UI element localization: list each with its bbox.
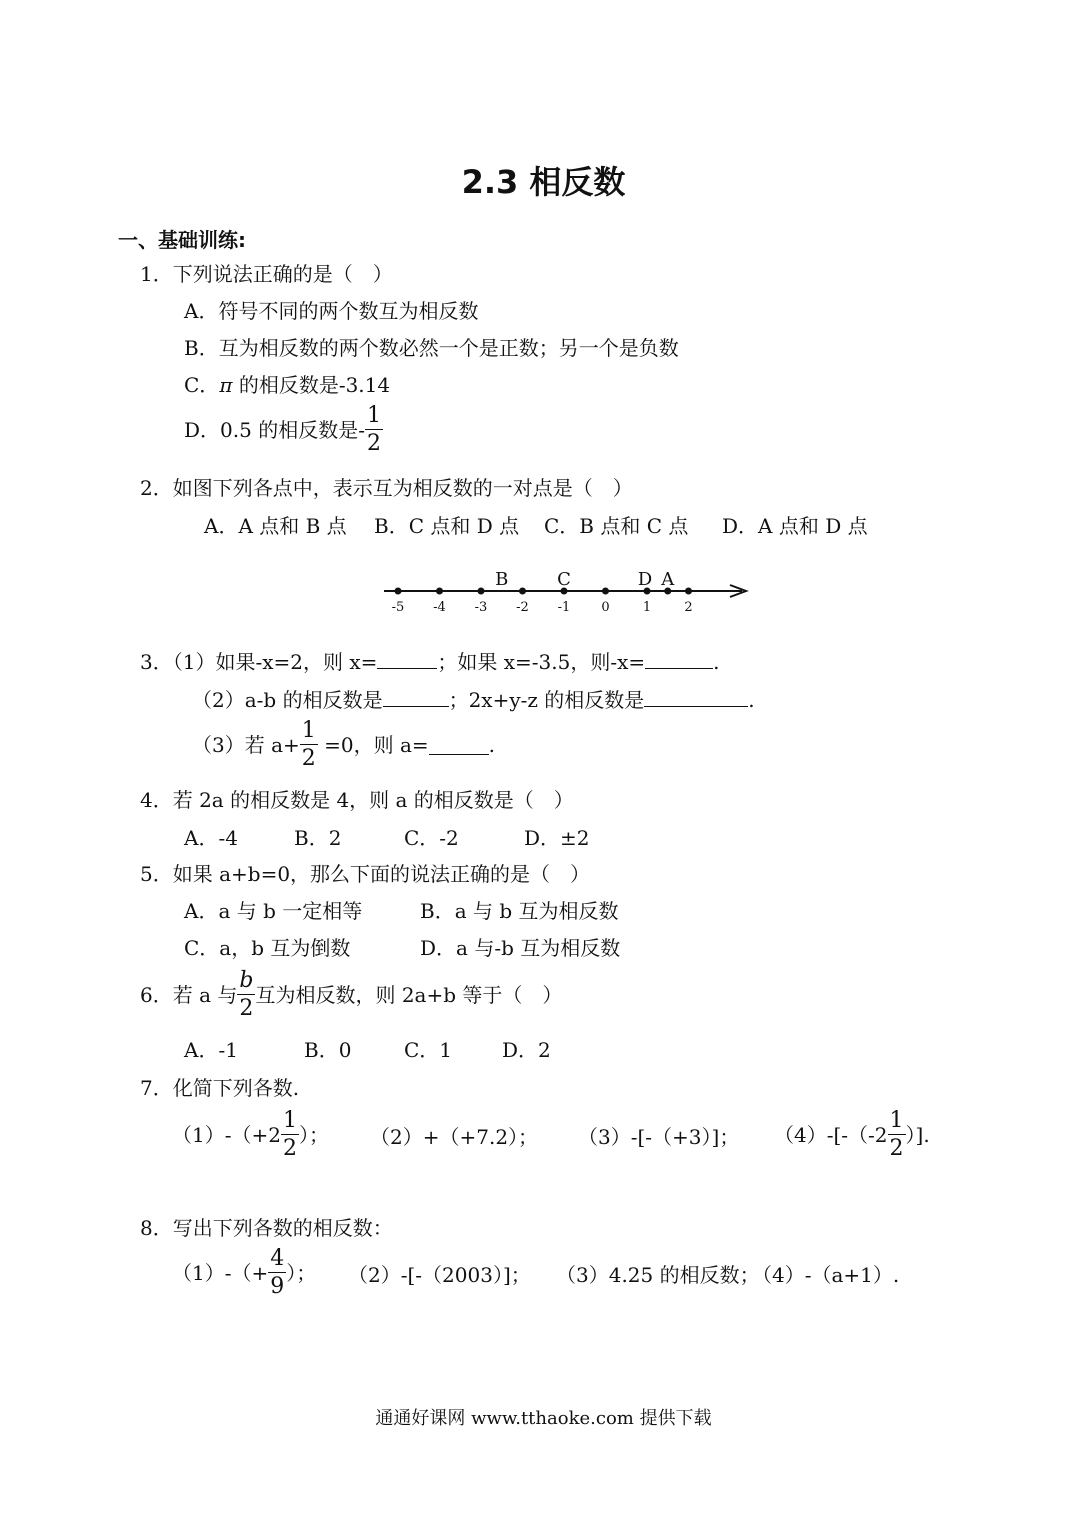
answer-blank[interactable] — [383, 688, 449, 707]
period: . — [748, 688, 755, 712]
tick-label: -5 — [391, 600, 405, 615]
q2-option-b: B．C 点和 D 点 — [374, 514, 520, 538]
q2-stem: 2．如图下列各点中，表示互为相反数的一对点是（ ） — [140, 476, 633, 500]
q5-option-c: C．a，b 互为倒数 — [184, 936, 351, 960]
q4-option-b: B．2 — [294, 826, 342, 850]
fraction-numerator: 1 — [282, 1108, 297, 1133]
q7-part1 — [172, 1110, 329, 1160]
q7-part4 — [774, 1110, 930, 1160]
answer-blank[interactable] — [377, 650, 437, 669]
q1-option-a: A．符号不同的两个数互为相反数 — [184, 299, 479, 323]
period: . — [488, 733, 496, 757]
q4-option-d: D．±2 — [524, 826, 590, 850]
q2-option-c: C．B 点和 C 点 — [544, 514, 689, 538]
number-line-dot — [395, 588, 402, 595]
tick-label: -1 — [557, 600, 571, 615]
q8-stem: 8．写出下列各数的相反数： — [140, 1216, 393, 1240]
q6-option-d: D．2 — [502, 1038, 551, 1062]
q1-option-b: B．互为相反数的两个数必然一个是正数；另一个是负数 — [184, 336, 679, 360]
q3-3-text-a: （3）若 a+ — [192, 733, 300, 757]
pi-symbol: π — [219, 373, 233, 397]
q7-stem: 7．化简下列各数. — [140, 1076, 300, 1100]
q7-part3: （3）-[-（+3）]； — [578, 1125, 740, 1149]
footer-credit: 通通好课网 www.tthaoke.com 提供下载 — [375, 1408, 712, 1429]
fraction-denominator: 2 — [301, 746, 316, 771]
q6-text-b: 互为相反数，则 2a+b 等于（ ） — [255, 983, 563, 1007]
q4-option-c: C．-2 — [404, 826, 459, 850]
q8-1-text-a: （1）-（+ — [172, 1261, 269, 1285]
fraction-denominator: 2 — [282, 1136, 297, 1161]
page-title: 2.3 相反数 — [461, 163, 626, 201]
q8-part2: （2）-[-（2003）]； — [348, 1263, 531, 1287]
answer-blank[interactable] — [644, 688, 748, 707]
q1-stem: 1．下列说法正确的是（ ） — [140, 262, 393, 286]
q3-1-text-b: ；如果 x=-3.5，则-x= — [437, 650, 646, 674]
answer-blank[interactable] — [645, 650, 713, 669]
q5-option-b: B．a 与 b 互为相反数 — [420, 899, 619, 923]
q4-stem: 4．若 2a 的相反数是 4，则 a 的相反数是（ ） — [140, 788, 574, 812]
point-label-b: B — [495, 569, 509, 590]
number-line-dot — [436, 588, 443, 595]
fraction-denominator: 2 — [889, 1136, 904, 1161]
q5-stem: 5．如果 a+b=0，那么下面的说法正确的是（ ） — [140, 862, 591, 886]
fraction-numerator: 4 — [270, 1246, 285, 1271]
q7-1-text-b: ）； — [298, 1123, 329, 1147]
q8-part3: （3）4.25 的相反数； — [556, 1263, 760, 1287]
q8-part1 — [172, 1248, 316, 1298]
tick-label: 2 — [684, 600, 693, 615]
point-label-d: D — [637, 569, 653, 590]
q3-line2 — [192, 688, 755, 710]
fraction-denominator: 9 — [270, 1274, 285, 1299]
q7-1-text-a: （1）-（+2 — [172, 1123, 281, 1147]
section-heading: 一、基础训练: — [118, 228, 246, 252]
q1-c-rest: 的相反数是-3.14 — [232, 373, 391, 397]
q1-d-prefix: D．0.5 的相反数是- — [184, 418, 365, 442]
fraction — [365, 405, 383, 455]
tick-label: -3 — [474, 600, 488, 615]
number-line — [370, 565, 770, 625]
q6-option-b: B．0 — [304, 1038, 352, 1062]
q6-option-c: C．1 — [404, 1038, 453, 1062]
q3-2-text-b: ；2x+y-z 的相反数是 — [448, 688, 645, 712]
q1-option-c — [184, 375, 390, 395]
q1-option-d — [184, 405, 383, 455]
q7-4-text-a: （4）-[-（-2 — [774, 1123, 888, 1147]
tick-label: 1 — [642, 600, 652, 615]
tick-label: -2 — [516, 600, 529, 615]
point-label-c: C — [557, 569, 571, 590]
point-label-a: A — [661, 569, 675, 590]
fraction-numerator: 1 — [366, 403, 381, 428]
q3-3-text-b: =0，则 a= — [317, 733, 429, 757]
q6-option-a: A．-1 — [184, 1038, 238, 1062]
q8-part4: （4）-（a+1）. — [752, 1263, 900, 1287]
number-line-dot — [519, 588, 526, 595]
q6-stem — [140, 970, 562, 1020]
q7-4-text-b: ）]. — [905, 1123, 930, 1147]
q3-2-text-a: （2）a-b 的相反数是 — [192, 688, 383, 712]
q8-1-text-b: ）； — [286, 1261, 317, 1285]
tick-label: 0 — [601, 600, 610, 615]
q1-c-prefix: C． — [184, 373, 220, 397]
q3-line3 — [192, 720, 495, 770]
q7-part2: （2）+（+7.2）； — [370, 1125, 539, 1149]
fraction — [888, 1110, 906, 1160]
fraction — [300, 720, 318, 770]
number-line-dot — [478, 588, 485, 595]
number-line-dot — [685, 588, 692, 595]
q5-option-a: A．a 与 b 一定相等 — [184, 899, 363, 923]
period: . — [713, 650, 720, 674]
fraction-numerator: 1 — [301, 718, 316, 743]
fraction-numerator: 1 — [889, 1108, 904, 1133]
fraction-denominator: 2 — [239, 996, 254, 1021]
q5-option-d: D．a 与-b 互为相反数 — [420, 936, 621, 960]
tick-label: -4 — [433, 600, 446, 615]
number-line-dot — [602, 588, 609, 595]
fraction-numerator: b — [239, 968, 254, 993]
q6-text-a: 6．若 a 与 — [140, 983, 238, 1007]
fraction — [268, 1248, 286, 1298]
answer-blank[interactable] — [429, 736, 489, 755]
fraction — [237, 970, 255, 1020]
q3-1-text-a: 3．（1）如果-x=2，则 x= — [140, 650, 378, 674]
q3-line1 — [140, 650, 720, 672]
fraction-denominator: 2 — [366, 431, 381, 456]
q2-option-a: A．A 点和 B 点 — [204, 514, 347, 538]
q2-option-d: D．A 点和 D 点 — [722, 514, 868, 538]
q4-option-a: A．-4 — [184, 826, 238, 850]
fraction — [281, 1110, 299, 1160]
